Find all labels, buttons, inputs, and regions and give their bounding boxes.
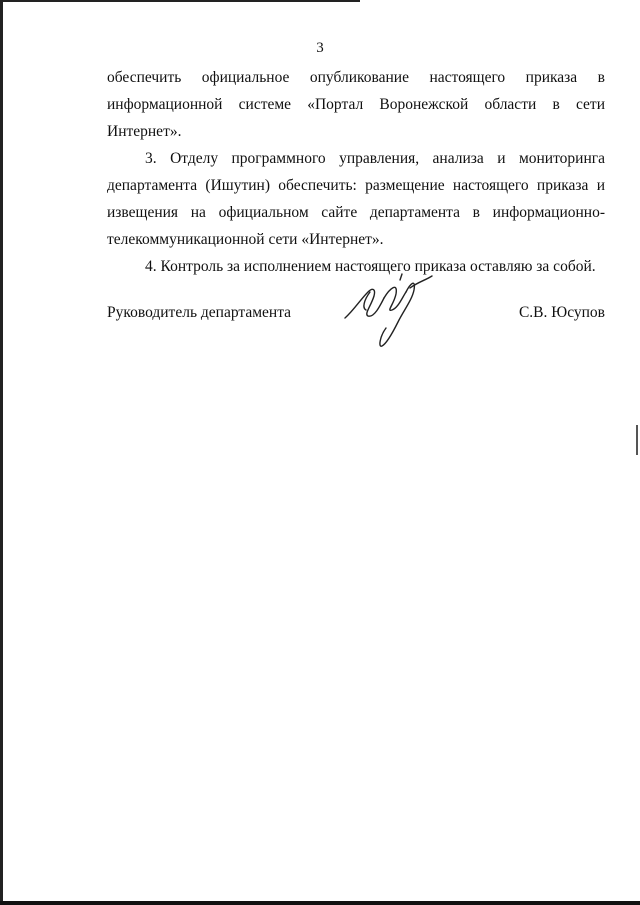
paragraph-publication (107, 64, 605, 145)
scan-edge-bottom (0, 901, 640, 905)
paragraph-publication-line-1: обеспечить официальное опубликование настоящего приказа в (107, 69, 605, 86)
document-body (107, 64, 605, 280)
paragraph-item-3 (107, 145, 605, 253)
paragraph-publication-line-2: информационной системе «Портал Воронежской области в сети Интернет». (107, 96, 605, 140)
scan-edge-left (0, 0, 3, 905)
scan-edge-right (636, 425, 638, 455)
scan-edge-top (0, 0, 360, 2)
paragraph-item-3-line-1: 3. Отделу программного управления, анализа и мониторинга (145, 150, 605, 167)
signer-name: С.В. Юсупов (518, 304, 605, 321)
paragraph-item-4: 4. Контроль за исполнением настоящего приказа оставляю за собой. (145, 258, 596, 275)
handwritten-signature (340, 270, 440, 352)
paragraph-item-3-rest: департамента (Ишутин) обеспечить: размещение настоящего приказа и извещения на официальном сайте департамента в информационно-телекоммуникационной сети «Интернет». (107, 177, 605, 248)
page-number: 3 (316, 40, 324, 56)
position-title: Руководитель департамента (107, 304, 292, 321)
